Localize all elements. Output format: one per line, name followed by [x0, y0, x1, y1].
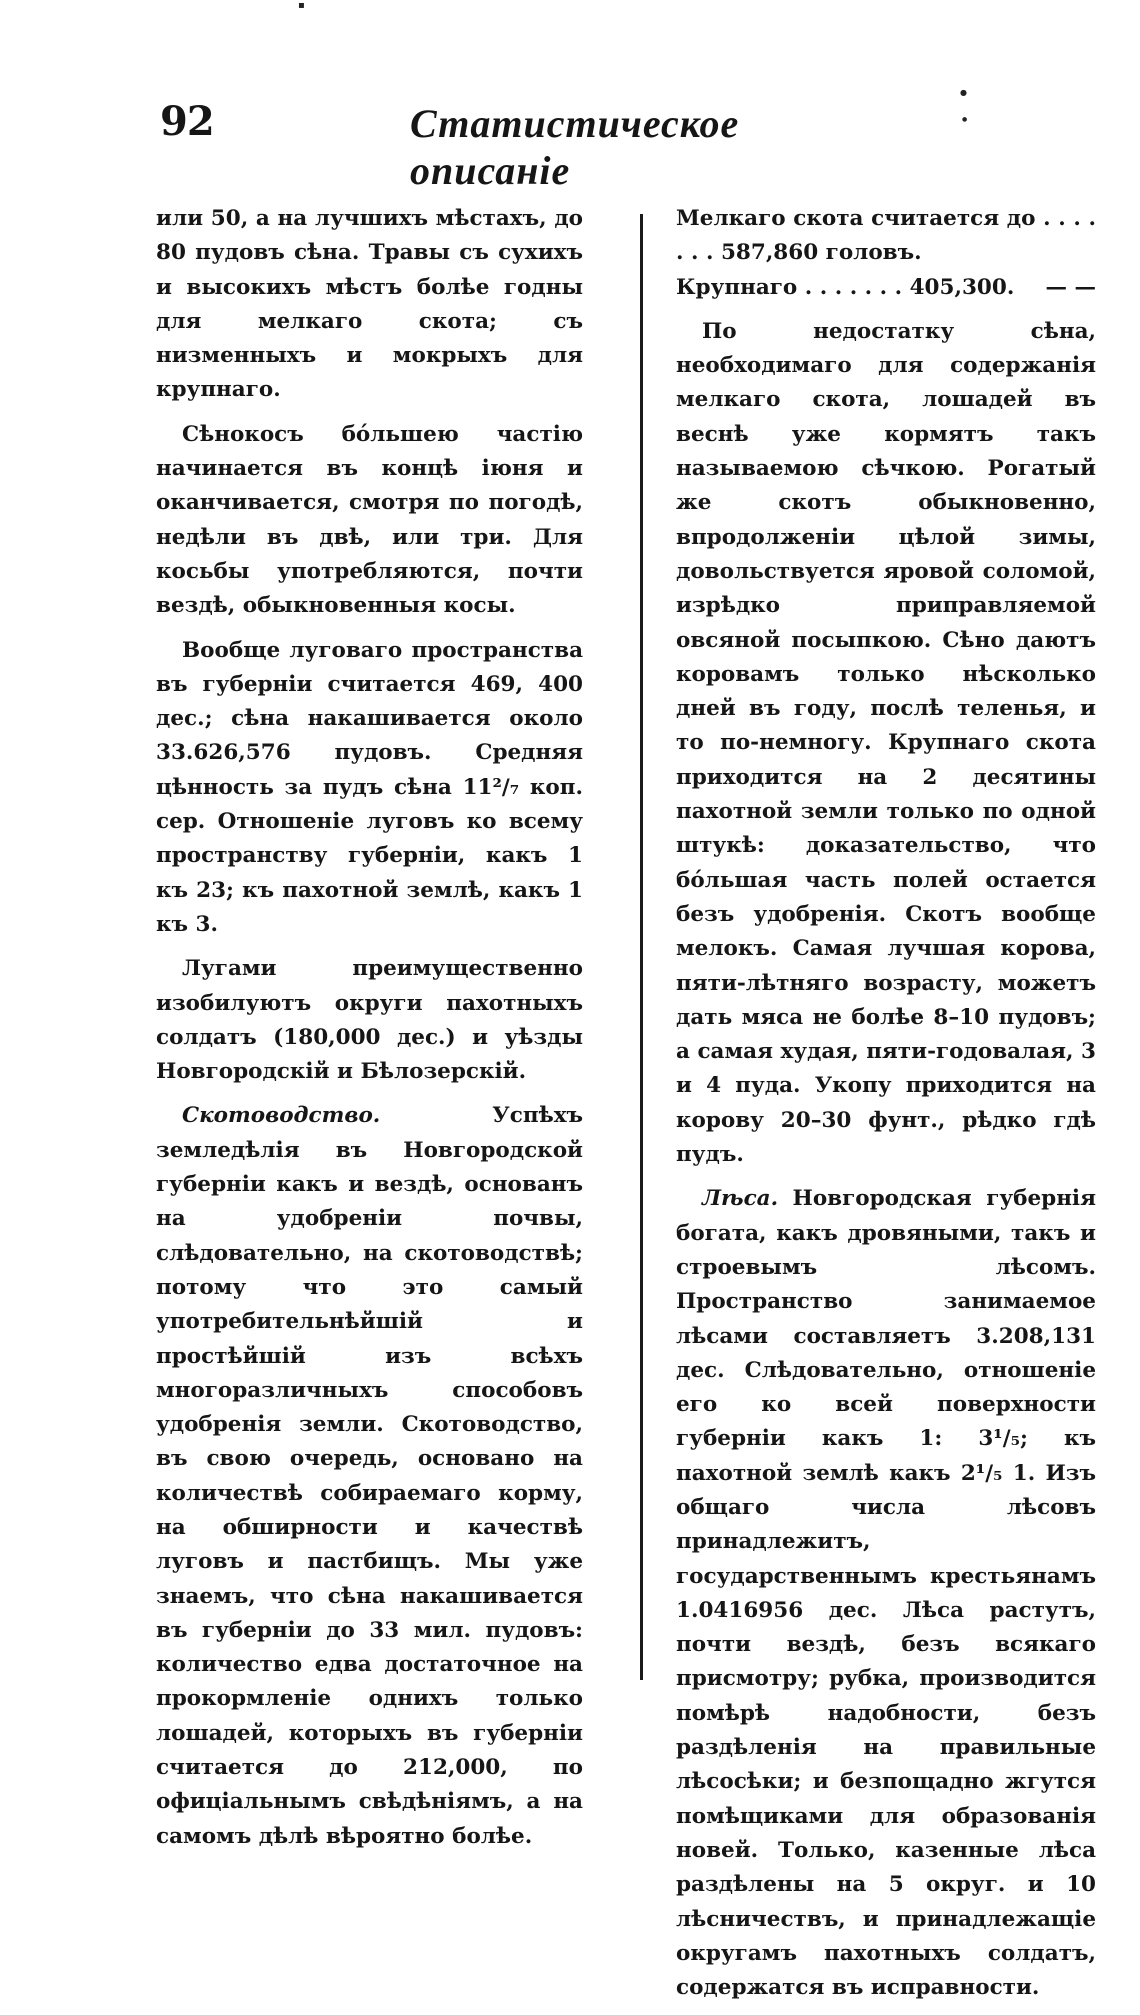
leader-dots: . . . . . . .: [804, 274, 903, 300]
livestock-count-large: [676, 271, 1096, 305]
paragraph-text: Успѣхъ земледѣлія въ Новгородской губерніи какъ и вездѣ, основанъ на удобреніи почвы, слѣдовательно, на скотоводствѣ; потому что это самый употребительнѣйшій и простѣйшій изъ всѣхъ многоразличныхъ способовъ удобренія земли. Скотоводство, въ свою очередь, основано на количествѣ собираемаго корму, на обширности и качествѣ луговъ и пастбищъ. Мы уже знаемъ, что сѣна накашивается въ губерніи до 33 мил. пудовъ: количество едва достаточное на прокормленіе однихъ только лошадей, которыхъ въ губерніи считается до 212,000, по офиціальнымъ свѣдѣніямъ, а на самомъ дѣлѣ вѣроятно болѣе.: [156, 1103, 583, 1849]
print-mark: ▪: [298, 0, 305, 11]
ditto-marks: — —: [1045, 274, 1096, 300]
count-value: 405,300.: [909, 274, 1015, 300]
count-label: Мелкаго скота считается до: [676, 206, 1036, 231]
paragraph: По недостатку сѣна, необходимаго для содержанія мелкаго скота, лошадей въ веснѣ уже кормятъ такъ называемою сѣчкою. Рогатый же скотъ обыкновенно, впродолженіи цѣлой зимы, довольствуется яровой соломой, изрѣдко приправляемой овсяной посыпкою. Сѣно даютъ коровамъ только нѣсколько дней въ году, послѣ теленья, и то по-немногу. Крупнаго скота приходится на 2 десятины пахотной земли только по одной штукѣ: доказательство, что бо́льшая часть полей остается безъ удобренія. Скотъ вообще мелокъ. Самая лучшая корова, пяти-лѣтняго возрасту, можетъ дать мяса не болѣе 8–10 пудовъ; а самая худая, пяти-годовалая, 3 и 4 пуда. Укопу приходится на корову 20–30 фунт., рѣдко гдѣ пудъ.: [676, 318, 1096, 1168]
left-column: [156, 202, 583, 1864]
count-value: 587,860 головъ.: [720, 240, 922, 266]
page-header-title: Статистическое описаніе: [410, 101, 740, 193]
paragraph: Лугами преимущественно изобилуютъ округи пахотныхъ солдатъ (180,000 дес.) и уѣзды Новгородскій и Бѣлозерскій.: [156, 956, 583, 1085]
print-mark: ●: [962, 116, 968, 123]
leader-dots: . . . . . . .: [676, 206, 1096, 266]
paragraph-text: Новгородская губернія богата, какъ дровяными, такъ и строевымъ лѣсомъ. Пространство занимаемое лѣсами составляетъ 3.208,131 дес. Слѣдовательно, отношеніе его ко всей поверхности губерніи какъ 1: 3¹/₅; къ пахотной землѣ какъ 2¹/₅ 1. Изъ общаго числа лѣсовъ принадлежитъ, государственнымъ крестьянамъ 1.0416956 дес. Лѣса растутъ, почти вездѣ, безъ всякаго присмотру; рубка, производится помѣрѣ надобности, безъ раздѣленія на правильные лѣсосѣки; и безпощадно жгутся помѣщиками для образованія новей. Только, казенные лѣса раздѣлены на 5 округ. и 10 лѣсничествъ, и принадлежащіе округамъ пахотныхъ солдатъ, содержатся въ исправности.: [676, 1186, 1096, 2001]
paragraph: Сѣнокосъ бо́льшею частію начинается въ концѣ іюня и оканчивается, смотря по погодѣ, недѣли въ двѣ, или три. Для косьбы употребляются, почти вездѣ, обыкновенныя косы.: [156, 421, 583, 619]
column-divider: [640, 214, 643, 1680]
page-number: 92: [160, 98, 214, 145]
right-column: [676, 202, 1096, 2015]
section-heading-livestock: Скотоводство.: [182, 1103, 381, 1129]
paragraph: Вообще луговаго пространства въ губерніи считается 469, 400 дес.; сѣна накашивается около 33.626,576 пудовъ. Средняя цѣнность за пудъ сѣна 11²/₇ коп. сер. Отношеніе луговъ ко всему пространству губерніи, какъ 1 къ 23; къ пахотной землѣ, какъ 1 къ 3.: [156, 637, 583, 937]
paragraph: [676, 1182, 1096, 2005]
count-label: Крупнаго: [676, 274, 798, 300]
print-mark: ●: [960, 88, 967, 97]
section-heading-forests: Лѣса.: [702, 1186, 779, 1212]
paragraph: или 50, а на лучшихъ мѣстахъ, до 80 пудовъ сѣна. Травы съ сухихъ и высокихъ мѣстъ болѣе годны для мелкаго скота; съ низменныхъ и мокрыхъ для крупнаго.: [156, 206, 583, 403]
paragraph: [156, 1099, 583, 1854]
livestock-count-small: [676, 202, 1096, 271]
